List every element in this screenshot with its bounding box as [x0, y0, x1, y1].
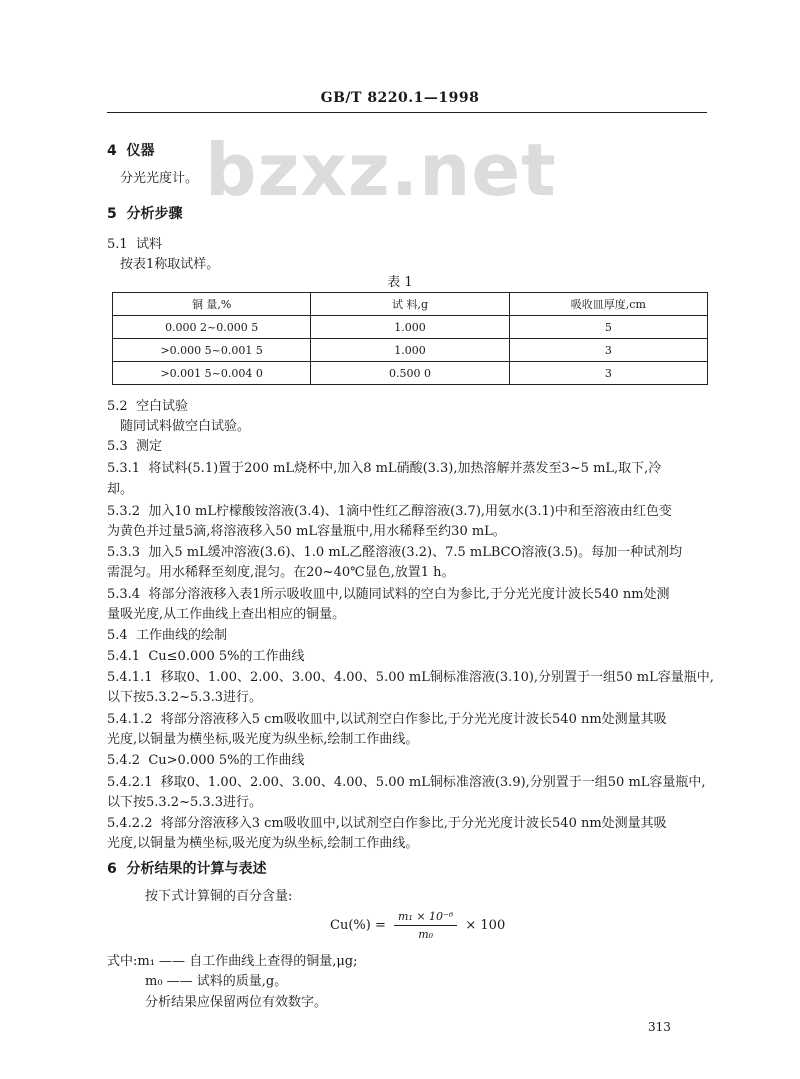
section-5-heading [107, 203, 183, 223]
clause-5-2-heading [107, 395, 707, 414]
section-number: 6 [107, 861, 117, 877]
page-header: GB/T 8220.1—1998 [320, 90, 480, 106]
section-4-heading [107, 140, 155, 160]
clause-title: 空白试验 [135, 399, 188, 414]
formula-numerator: m₁ × 10⁻⁶ [394, 910, 457, 926]
table-row [113, 316, 708, 339]
clause-number: 5.3.3 [107, 545, 141, 560]
clause-text: 将部分溶液移入3 cm吸收皿中,以试剂空白作参比,于分光光度计波长540 nm处测量其吸 [160, 816, 667, 831]
table-cell: 1.000 [311, 316, 509, 339]
clause-title: 工作曲线的绘制 [135, 628, 227, 643]
clause-5-4-2-1-line-1 [107, 771, 707, 790]
clause-text: 加入5 mL缓冲溶液(3.6)、1.0 mL乙醛溶液(3.2)、7.5 mLBCO溶液(3.5)。每加一种试剂均 [148, 545, 683, 560]
clause-5-2-body: 随同试料做空白试验。 [120, 419, 251, 434]
header-cell: 试 料,g [311, 293, 509, 316]
clause-5-4-1-1-line-1 [107, 666, 714, 685]
table-header-row [113, 293, 708, 316]
table-cell: 3 [509, 339, 707, 362]
clause-number: 5.1 [107, 237, 128, 252]
clause-number: 5.4.2 [107, 753, 141, 768]
formula-fraction [394, 910, 457, 941]
clause-5-4-2-2-line-1 [107, 812, 707, 831]
clause-5-3-4-line-2: 量吸光度,从工作曲线上查出相应的铜量。 [107, 607, 346, 622]
header-cell: 铜 量,% [113, 293, 311, 316]
section-number: 5 [107, 206, 117, 222]
legend-m1-text: m₁ —— 自工作曲线上查得的铜量,μg; [137, 954, 358, 969]
section-number: 4 [107, 143, 117, 159]
table-cell: 5 [509, 316, 707, 339]
section-title: 分析结果的计算与表述 [126, 861, 267, 877]
clause-text: 加入10 mL柠檬酸铵溶液(3.4)、1滴中性红乙醇溶液(3.7),用氨水(3.1)中和至溶液由红色变 [148, 504, 672, 519]
clause-number: 5.4.2.1 [107, 775, 153, 790]
clause-text: 将部分溶液移入表1所示吸收皿中,以随同试料的空白为参比,于分光光度计波长540 nm处测 [148, 587, 670, 602]
clause-title: 测定 [135, 439, 162, 454]
clause-number: 5.3 [107, 439, 128, 454]
clause-number: 5.3.2 [107, 504, 141, 519]
clause-5-4-heading [107, 624, 707, 643]
table-cell: >0.000 5~0.001 5 [113, 339, 311, 362]
clause-5-4-2-2-line-2: 光度,以铜量为横坐标,吸光度为纵坐标,绘制工作曲线。 [107, 836, 419, 851]
formula-rhs: × 100 [465, 918, 506, 933]
legend-m0: m₀ —— 试料的质量,g。 [145, 974, 288, 989]
clause-5-4-2-heading [107, 749, 707, 768]
clause-title: Cu≤0.000 5%的工作曲线 [148, 649, 305, 664]
clause-number: 5.2 [107, 399, 128, 414]
legend-prefix: 式中: [107, 954, 138, 969]
clause-title: Cu>0.000 5%的工作曲线 [148, 753, 305, 768]
formula-denominator: m₀ [418, 928, 434, 941]
legend-m1 [107, 950, 357, 969]
clause-number: 5.3.4 [107, 587, 141, 602]
table-cell: 1.000 [311, 339, 509, 362]
table-row [113, 362, 708, 385]
clause-text: 移取0、1.00、2.00、3.00、4.00、5.00 mL铜标准溶液(3.10),分别置于一组50 mL容量瓶中, [160, 670, 714, 685]
table-cell: 3 [509, 362, 707, 385]
clause-text: 将试料(5.1)置于200 mL烧杯中,加入8 mL硝酸(3.3),加热溶解并蒸发至3~5 mL,取下,冷 [148, 461, 662, 476]
header-rule [107, 112, 707, 113]
clause-title: 试料 [135, 237, 162, 252]
clause-5-3-2-line-2: 为黄色并过量5滴,将溶液移入50 mL容量瓶中,用水稀释至约30 mL。 [107, 524, 506, 539]
clause-number: 5.4.1.1 [107, 670, 153, 685]
clause-5-4-1-heading [107, 645, 707, 664]
section-4-body: 分光光度计。 [120, 171, 199, 186]
clause-5-4-1-2-line-2: 光度,以铜量为横坐标,吸光度为纵坐标,绘制工作曲线。 [107, 732, 419, 747]
clause-5-3-4-line-1 [107, 583, 707, 602]
section-title: 仪器 [126, 143, 155, 159]
clause-5-3-heading [107, 435, 707, 454]
table-1 [112, 292, 708, 385]
section-6-intro: 按下式计算铜的百分含量: [145, 889, 293, 904]
clause-5-4-1-2-line-1 [107, 708, 707, 727]
clause-number: 5.4 [107, 628, 128, 643]
table-caption: 表 1 [387, 275, 413, 290]
clause-text: 移取0、1.00、2.00、3.00、4.00、5.00 mL铜标准溶液(3.9),分别置于一组50 mL容量瓶中, [160, 775, 706, 790]
section-title: 分析步骤 [126, 206, 183, 222]
clause-5-1-body: 按表1称取试样。 [120, 257, 220, 272]
clause-number: 5.3.1 [107, 461, 141, 476]
header-cell: 吸收皿厚度,cm [509, 293, 707, 316]
clause-5-1-heading [107, 233, 707, 252]
table-cell: 0.500 0 [311, 362, 509, 385]
table-cell: >0.001 5~0.004 0 [113, 362, 311, 385]
clause-5-3-3-line-2: 需混匀。用水稀释至刻度,混匀。在20~40℃显色,放置1 h。 [107, 565, 455, 580]
watermark: bzxz.net [205, 128, 557, 212]
clause-5-3-1-line-2: 却。 [107, 482, 134, 497]
table-row [113, 339, 708, 362]
clause-5-4-1-1-line-2: 以下按5.3.2~5.3.3进行。 [107, 690, 263, 705]
clause-5-3-1-line-1 [107, 457, 707, 476]
clause-number: 5.4.1 [107, 649, 141, 664]
clause-text: 将部分溶液移入5 cm吸收皿中,以试剂空白作参比,于分光光度计波长540 nm处测量其吸 [160, 712, 667, 727]
page-number: 313 [648, 1020, 671, 1034]
table-cell: 0.000 2~0.000 5 [113, 316, 311, 339]
clause-number: 5.4.2.2 [107, 816, 153, 831]
copper-formula [330, 910, 505, 941]
clause-5-4-2-1-line-2: 以下按5.3.2~5.3.3进行。 [107, 795, 263, 810]
closing-note: 分析结果应保留两位有效数字。 [145, 995, 328, 1010]
section-6-heading [107, 858, 267, 878]
clause-number: 5.4.1.2 [107, 712, 153, 727]
clause-5-3-2-line-1 [107, 500, 707, 519]
clause-5-3-3-line-1 [107, 541, 707, 560]
formula-lhs: Cu(%) = [330, 918, 386, 933]
